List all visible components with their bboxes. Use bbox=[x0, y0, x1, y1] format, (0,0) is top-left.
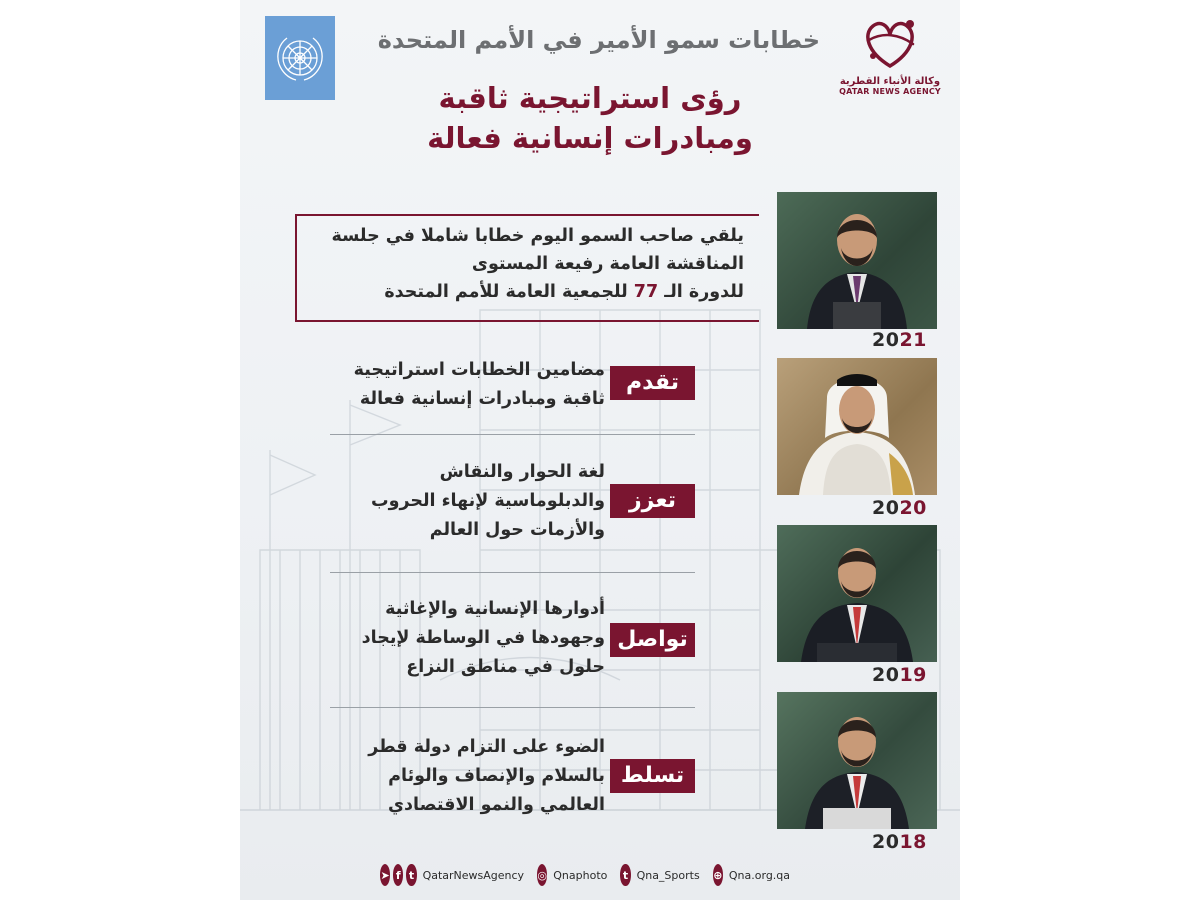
footer-social-bar bbox=[380, 862, 800, 888]
un-emblem-icon bbox=[270, 28, 330, 88]
photo-2020 bbox=[777, 358, 937, 495]
globe-icon[interactable]: ⊕ bbox=[713, 864, 723, 886]
year-label-2019: 2019 bbox=[872, 664, 927, 686]
intro-text bbox=[300, 222, 744, 306]
section-3-text: أدوارها الإنسانية والإغاثية وجهودها في الوساطة لإيجاد حلول في مناطق النزاع bbox=[361, 599, 605, 677]
handle-instagram[interactable]: Qnaphoto bbox=[553, 868, 608, 882]
intro-line-3-after: للجمعية العامة للأمم المتحدة bbox=[384, 282, 628, 302]
divider-2 bbox=[330, 572, 695, 573]
qna-logo-icon bbox=[853, 14, 927, 74]
session-number: 77 bbox=[633, 282, 659, 302]
section-2-text: لغة الحوار والنقاش والدبلوماسية لإنهاء الحروب والأزمات حول العالم bbox=[370, 462, 605, 540]
photo-2018 bbox=[777, 692, 937, 829]
section-1-verb: تقدم bbox=[610, 366, 695, 400]
year-label-2020: 2020 bbox=[872, 497, 927, 519]
qna-name-arabic: وكالة الأنباء القطرية bbox=[839, 76, 941, 87]
intro-line-3 bbox=[300, 278, 744, 306]
divider-3 bbox=[330, 707, 695, 708]
title-main-line-2: ومبادرات إنسانية فعالة bbox=[427, 121, 753, 155]
section-3-verb: تواصل bbox=[610, 623, 695, 657]
infographic-poster bbox=[240, 0, 960, 900]
telegram-icon[interactable]: ➤ bbox=[380, 864, 390, 886]
qna-name-english: QATAR NEWS AGENCY bbox=[839, 87, 941, 96]
year-label-2021: 2021 bbox=[872, 329, 927, 351]
section-2-verb: تعزز bbox=[610, 484, 695, 518]
twitter-icon[interactable]: t bbox=[620, 864, 630, 886]
intro-line-3-before: للدورة الـ bbox=[664, 282, 744, 302]
qna-logo bbox=[838, 14, 942, 110]
handle-main[interactable]: QatarNewsAgency bbox=[422, 868, 525, 882]
title-main-line-1: رؤى استراتيجية ثاقبة bbox=[438, 81, 742, 115]
intro-line-1: يلقي صاحب السمو اليوم خطابا شاملا في جلسة bbox=[331, 226, 744, 246]
section-4-verb: تسلط bbox=[610, 759, 695, 793]
section-4-text: الضوء على التزام دولة قطر بالسلام والإنصاف والوئام العالمي والنمو الاقتصادي bbox=[368, 737, 605, 815]
un-emblem bbox=[265, 16, 335, 100]
title-main bbox=[390, 78, 790, 158]
handle-twitter[interactable]: Qna_Sports bbox=[636, 868, 700, 882]
title-top: خطابات سمو الأمير في الأمم المتحدة bbox=[377, 26, 820, 54]
divider-1 bbox=[330, 434, 695, 435]
photo-2019 bbox=[777, 525, 937, 662]
twitter-icon[interactable]: t bbox=[406, 864, 416, 886]
website-link[interactable]: Qna.org.qa bbox=[728, 868, 791, 882]
intro-line-2: المناقشة العامة رفيعة المستوى bbox=[471, 254, 744, 274]
photo-2021 bbox=[777, 192, 937, 329]
facebook-icon[interactable]: f bbox=[393, 864, 403, 886]
year-label-2018: 2018 bbox=[872, 831, 927, 853]
instagram-icon[interactable]: ◎ bbox=[537, 864, 547, 886]
section-1-text: مضامين الخطابات استراتيجية ثاقبة ومبادرات إنسانية فعالة bbox=[353, 360, 605, 409]
